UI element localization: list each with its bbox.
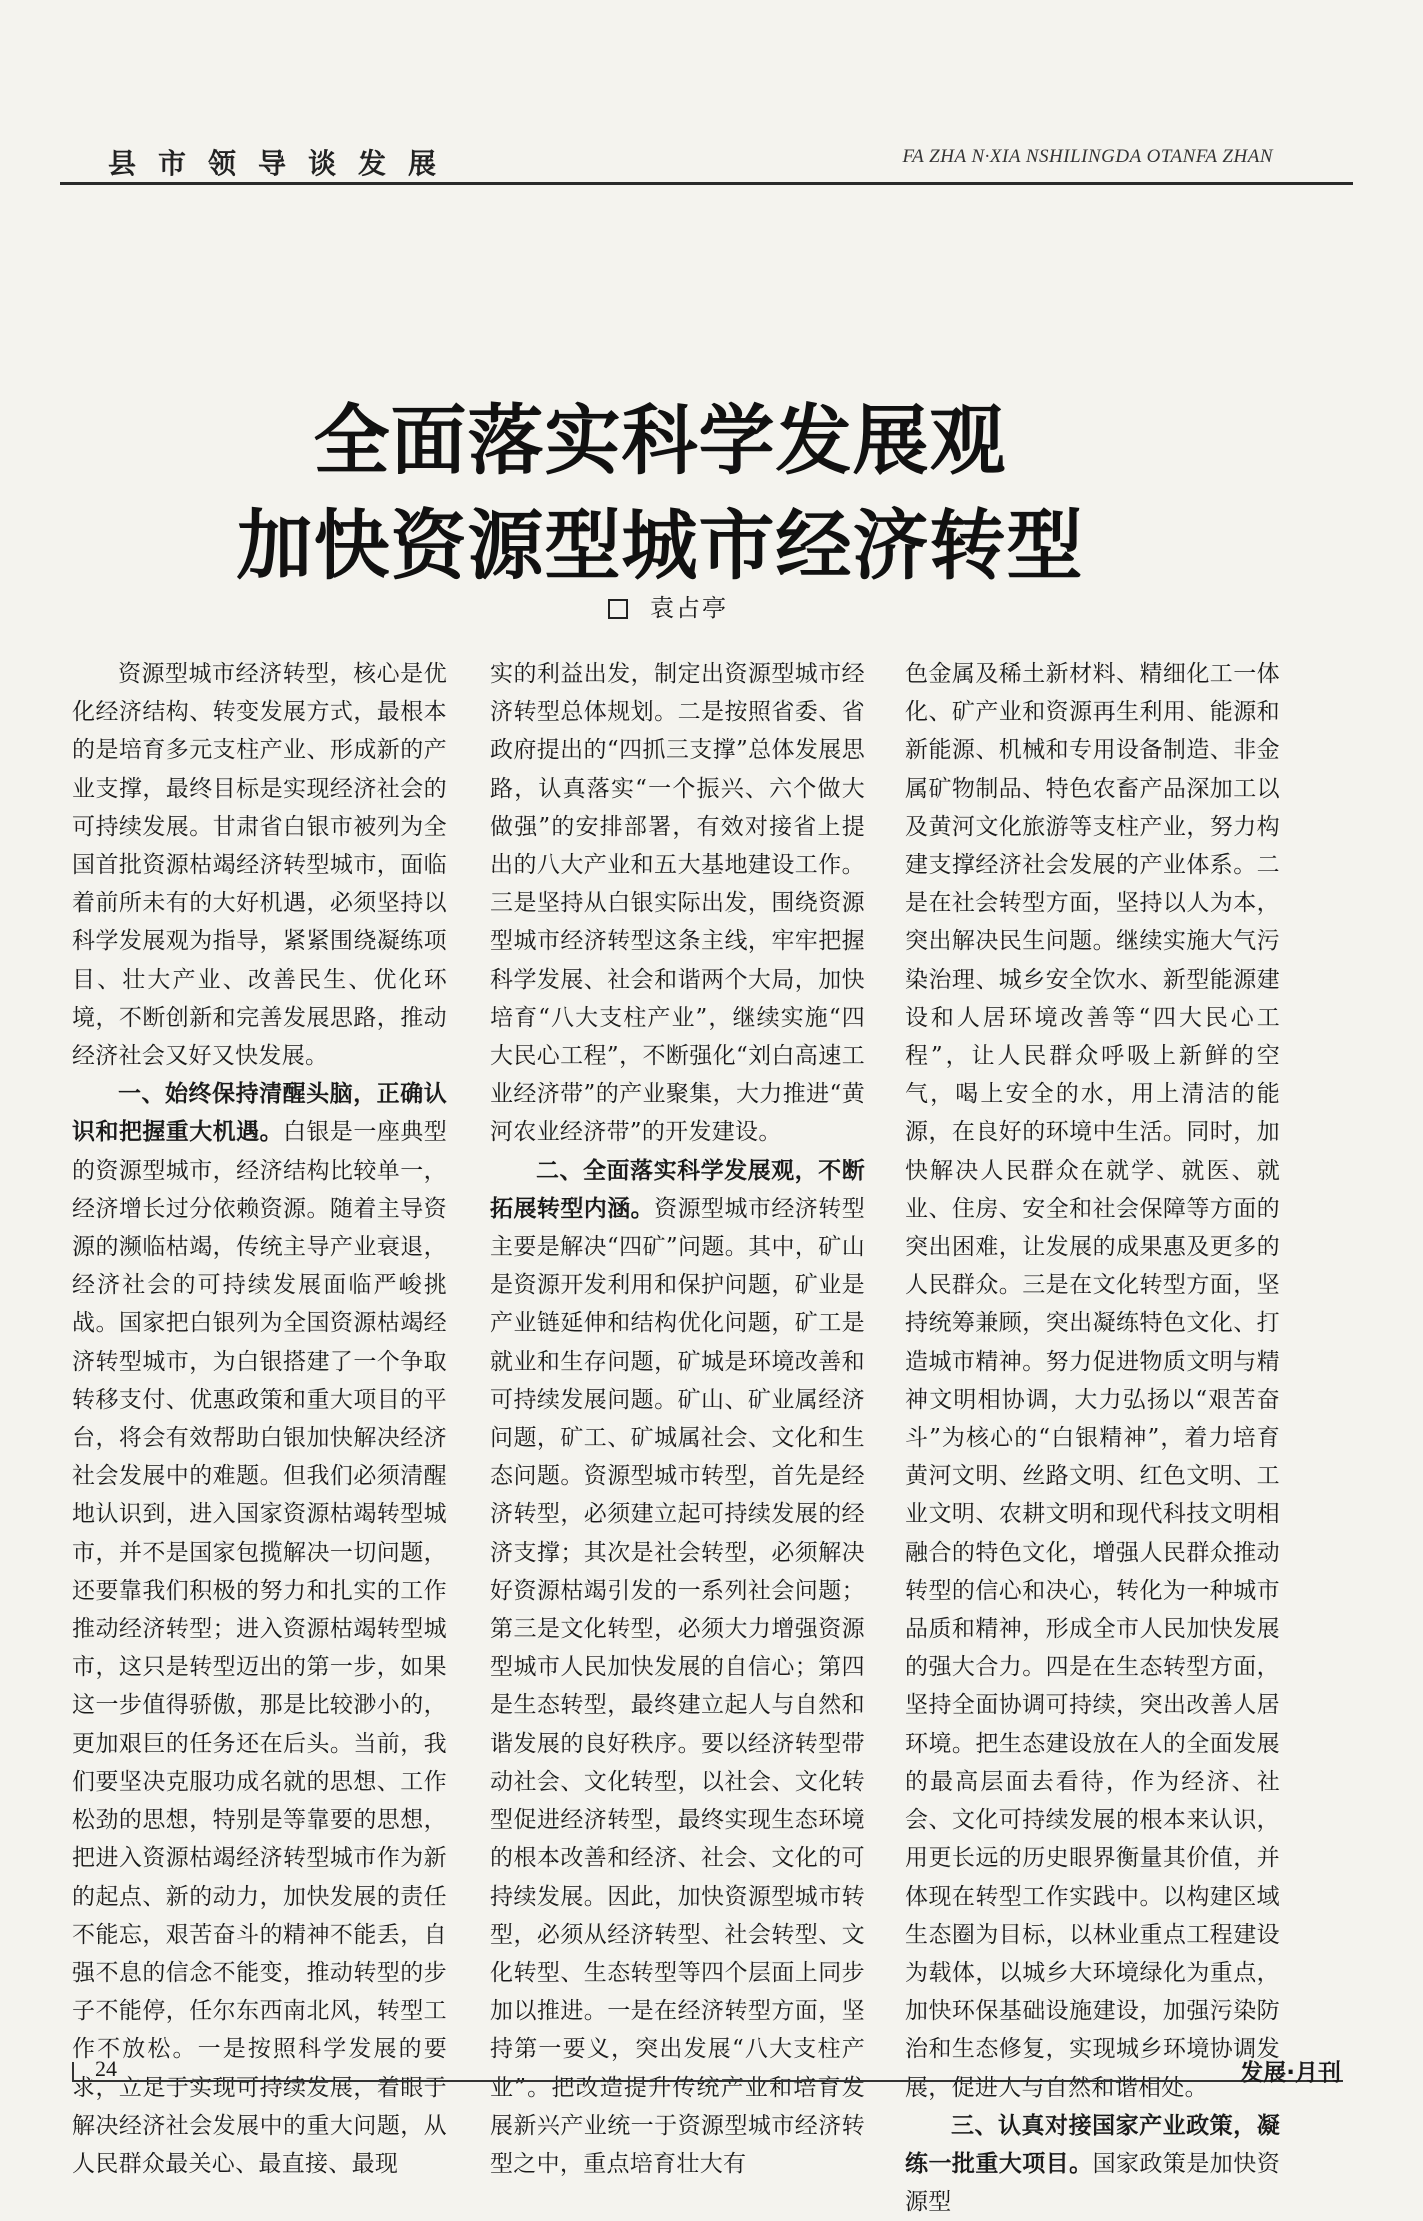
paragraph: 资源型城市经济转型，核心是优化经济结构、转变发展方式，最根本的是培育多元支柱产业、形成新的产业支撑，最终目标是实现经济社会的可持续发展。甘肃省白银市被列为全国首批资源枯竭经济转型城市，面临着前所未有的大好机遇，必须坚持以科学发展观为指导，紧紧围绕凝练项目、壮大产业、改善民生、优化环境，不断创新和完善发展思路，推动经济社会又好又快发展。 [72, 661, 447, 1070]
author-name: 袁占亭 [650, 594, 728, 622]
section-heading: 一、始终保持清醒头脑，正确认识和把握重大机遇。 [72, 1081, 447, 1146]
text-column-2 [490, 655, 865, 2177]
section-heading: 二、全面落实科学发展观，不断拓展转型内涵。 [490, 1157, 865, 1222]
paragraph-text: 资源型城市经济转型主要是解决“四矿”问题。其中，矿山是资源开发利用和保护问题，矿业是产业链延伸和结构优化问题，矿工是就业和生存问题，矿城是环境改善和可持续发展问题。矿山、矿业属经济问题，矿工、矿城属社会、文化和生态问题。资源型城市转型，首先是经济转型，必须建立起可持续发展的经济支撑；其次是社会转型，必须解决好资源枯竭引发的一系列社会问题；第三是文化转型，必须大力增强资源型城市人民加快发展的自信心；第四是生态转型，最终建立起人与自然和谐发展的良好秩序。要以经济转型带动社会、文化转型，以社会、文化转型促进经济转型，最终实现生态环境的根本改善和经济、社会、文化的可持续发展。因此，加快资源型城市转型，必须从经济转型、社会转型、文化转型、生态转型等四个层面上同步加以推进。一是在经济转型方面，坚持第一要义，突出发展“八大支柱产业”。把改造提升传统产业和培育发展新兴产业统一于资源型城市经济转型之中，重点培育壮大有 [490, 1195, 865, 2177]
paragraph-text: 国家政策是加快资源型 [905, 2150, 1280, 2216]
article-title-line2: 加快资源型城市经济转型 [236, 501, 1084, 590]
journal-name: 发展·月刊 [1240, 2060, 1341, 2086]
section-heading: 三、认真对接国家产业政策，凝练一批重大项目。 [905, 2112, 1280, 2177]
footer-tick [72, 2062, 74, 2082]
footer-divider [72, 2080, 1343, 2082]
byline-box-icon [608, 599, 628, 619]
paragraph: 色金属及稀土新材料、精细化工一体化、矿产业和资源再生利用、能源和新能源、机械和专用设备制造、非金属矿物制品、特色农畜产品深加工以及黄河文化旅游等支柱产业，努力构建支撑经济社会发展的产业体系。二是在社会转型方面，坚持以人为本，突出解决民生问题。继续实施大气污染治理、城乡安全饮水、新型能源建设和人居环境改善等“四大民心工程”，让人民群众呼吸上新鲜的空气，喝上安全的水，用上清洁的能源，在良好的环境中生活。同时，加快解决人民群众在就学、就医、就业、住房、安全和社会保障等方面的突出困难，让发展的成果惠及更多的人民群众。三是在文化转型方面，坚持统筹兼顾，突出凝练特色文化、打造城市精神。努力促进物质文明与精神文明相协调，大力弘扬以“艰苦奋斗”为核心的“白银精神”，着力培育黄河文明、丝路文明、红色文明、工业文明、农耕文明和现代科技文明相融合的特色文化，增强人民群众推动转型的信心和决心，转化为一种城市品质和精神，形成全市人民加快发展的强大合力。四是在生态转型方面，坚持全面协调可持续，突出改善人居环境。把生态建设放在人的全面发展的最高层面去看待，作为经济、社会、文化可持续发展的根本来认识，用更长远的历史眼界衡量其价值，并体现在转型工作实践中。以构建区域生态圈为目标，以林业重点工程建设为载体，以城乡大环境绿化为重点，加快环保基础设施建设，加强污染防治和生态修复，实现城乡环境协调发展，促进人与自然和谐相处。 [905, 661, 1280, 2101]
author-byline [608, 588, 728, 623]
section-header: 县市领导谈发展 [108, 147, 459, 180]
text-column-3 [905, 655, 1280, 2216]
paragraph [72, 1075, 447, 2183]
paragraph [905, 2107, 1280, 2221]
header-divider [60, 182, 1353, 185]
page-number: 24 [95, 2056, 117, 2081]
paragraph [490, 1152, 865, 2183]
paragraph: 实的利益出发，制定出资源型城市经济转型总体规划。二是按照省委、省政府提出的“四抓三支撑”总体发展思路，认真落实“一个振兴、六个做大做强”的安排部署，有效对接省上提出的八大产业和五大基地建设工作。三是坚持从白银实际出发，围绕资源型城市经济转型这条主线，牢牢把握科学发展、社会和谐两个大局，加快培育“八大支柱产业”，继续实施“四大民心工程”，不断强化“刘白高速工业经济带”的产业聚集，大力推进“黄河农业经济带”的开发建设。 [490, 661, 865, 1146]
section-header-pinyin: FA ZHA N·XIA NSHILINGDA OTANFA ZHAN [902, 146, 1273, 167]
article-title-line1: 全面落实科学发展观 [313, 396, 1007, 485]
paragraph-text: 白银是一座典型的资源型城市，经济结构比较单一，经济增长过分依赖资源。随着主导资源的濒临枯竭，传统主导产业衰退，经济社会的可持续发展面临严峻挑战。国家把白银列为全国资源枯竭经济转型城市，为白银搭建了一个争取转移支付、优惠政策和重大项目的平台，将会有效帮助白银加快解决经济社会发展中的难题。但我们必须清醒地认识到，进入国家资源枯竭转型城市，并不是国家包揽解决一切问题，还要靠我们积极的努力和扎实的工作推动经济转型；进入资源枯竭转型城市，这只是转型迈出的第一步，如果这一步值得骄傲，那是比较渺小的，更加艰巨的任务还在后头。当前，我们要坚决克服功成名就的思想、工作松劲的思想，特别是等靠要的思想，把进入资源枯竭经济转型城市作为新的起点、新的动力，加快发展的责任不能忘，艰苦奋斗的精神不能丢，自强不息的信念不能变，推动转型的步子不能停，任尔东西南北风，转型工作不放松。一是按照科学发展的要求，立足于实现可持续发展，着眼于解决经济社会发展中的重大问题，从人民群众最关心、最直接、最现 [72, 1119, 447, 2177]
